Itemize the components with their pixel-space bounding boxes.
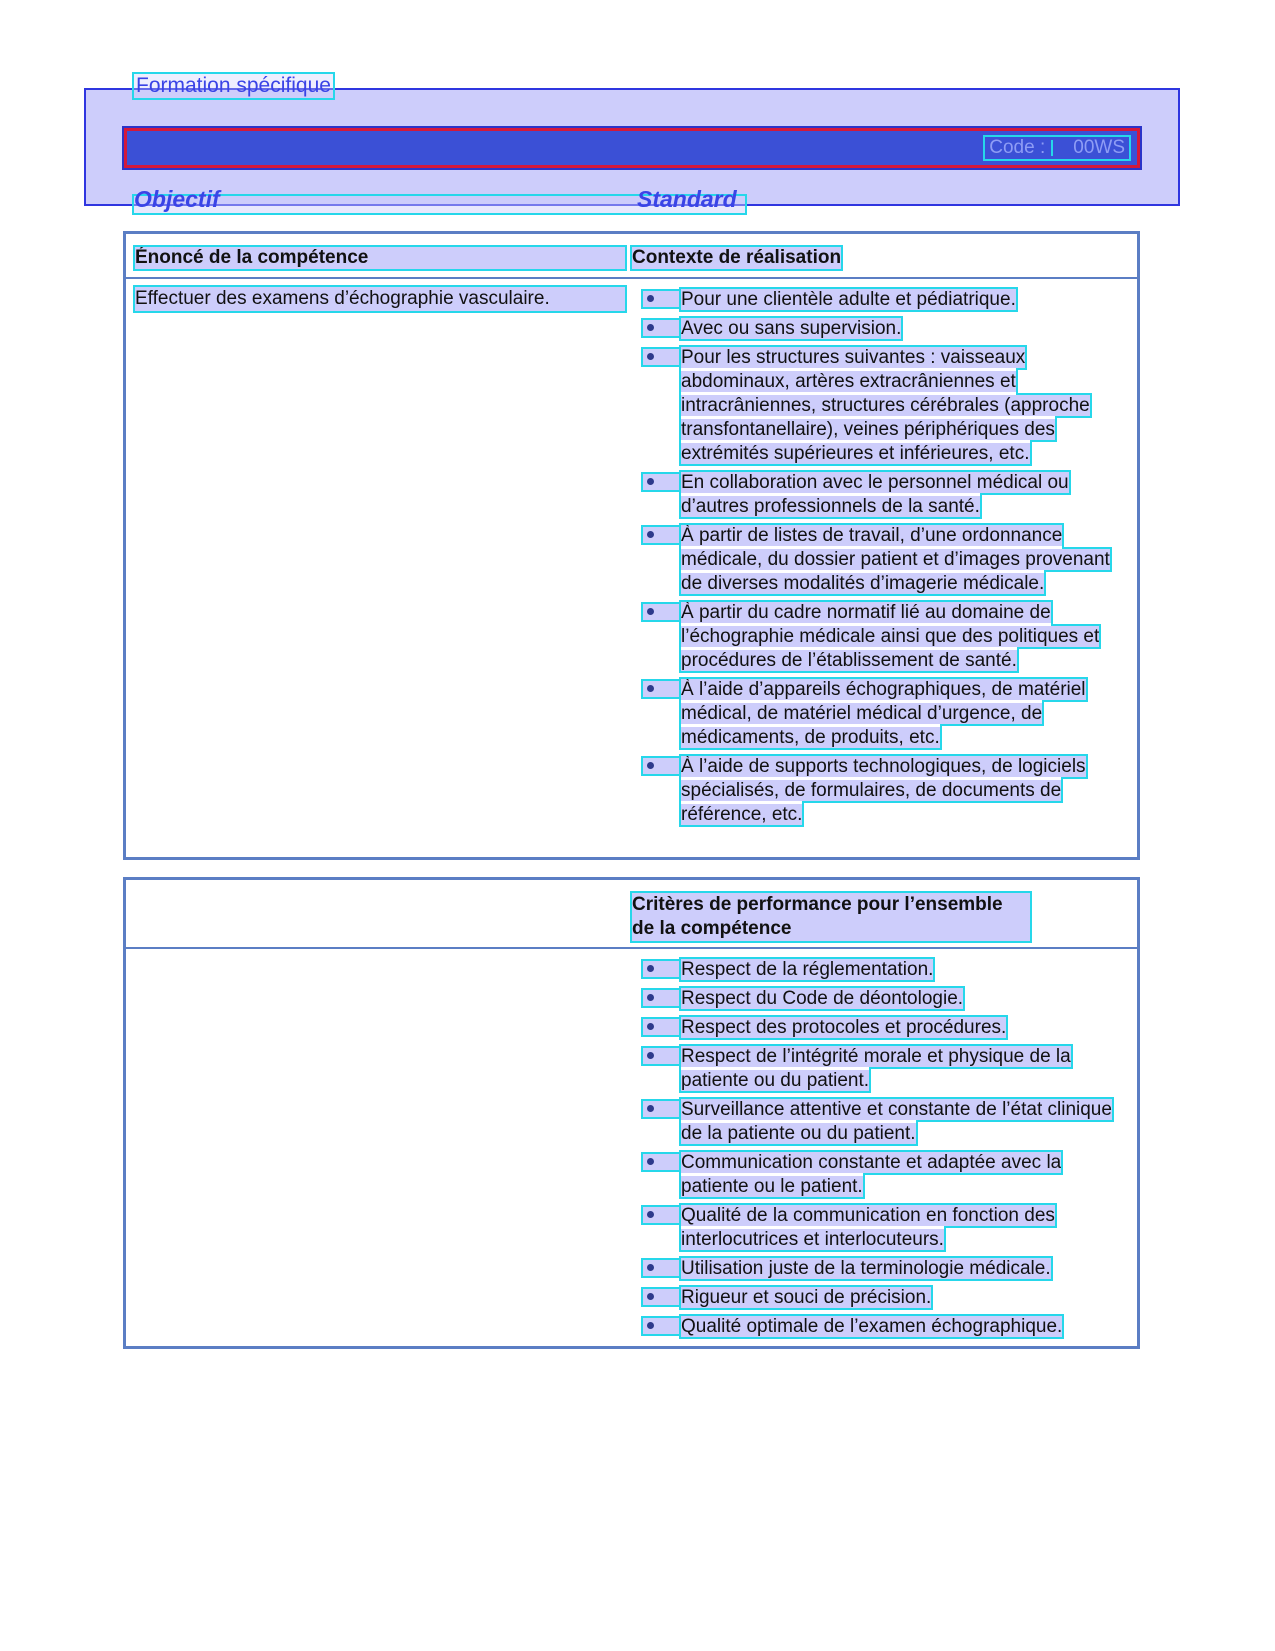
- code-bar: [124, 128, 1140, 168]
- bullet-icon: [643, 291, 679, 307]
- criteria-column-header: Critères de performance pour l’ensemble de la compétence: [632, 893, 1030, 941]
- statement-column-header: Énoncé de la compétence: [135, 247, 625, 269]
- standard-heading: Standard: [637, 186, 737, 212]
- criteria-list: [643, 958, 1117, 1344]
- criteria-item: Qualité optimale de l’examen échographique.: [643, 1315, 1117, 1339]
- bullet-icon: [643, 1019, 679, 1035]
- bullet-icon: [643, 681, 679, 697]
- bullet-icon: [643, 990, 679, 1006]
- code-prefix: Code :: [989, 137, 1046, 158]
- context-item: Avec ou sans supervision.: [643, 317, 1117, 341]
- bullet-icon: [643, 320, 679, 336]
- context-item: À partir du cadre normatif lié au domaine de l’échographie médicale ainsi que des politiques et procédures de l’établissement de santé.: [643, 601, 1117, 673]
- competence-table: [123, 231, 1140, 860]
- context-item: À l’aide d’appareils échographiques, de matériel médical, de matériel médical d’urgence, de médicaments, de produits, etc.: [643, 678, 1117, 750]
- criteria-item: Respect des protocoles et procédures.: [643, 1016, 1117, 1040]
- bullet-icon: [643, 1318, 679, 1334]
- criteria-item: Utilisation juste de la terminologie médicale.: [643, 1257, 1117, 1281]
- header-divider: [126, 277, 1137, 279]
- header-divider: [126, 947, 1137, 949]
- section-title: Formation spécifique: [136, 74, 331, 97]
- objective-heading: Objectif: [134, 186, 220, 212]
- criteria-table: [123, 877, 1140, 1349]
- bullet-icon: [643, 1101, 679, 1117]
- program-code: [985, 137, 1129, 159]
- bullet-icon: [643, 758, 679, 774]
- context-item: À l’aide de supports technologiques, de logiciels spécialisés, de formulaires, de documents de référence, etc.: [643, 755, 1117, 827]
- criteria-item: Respect de l’intégrité morale et physique de la patiente ou du patient.: [643, 1045, 1117, 1093]
- bullet-icon: [643, 961, 679, 977]
- context-item: Pour les structures suivantes : vaisseaux abdominaux, artères extracrâniennes et intracrâniennes, structures cérébrales (approche transfontanellaire), veines périphériques des extrémités supérieures et inférieures, etc.: [643, 346, 1117, 466]
- competence-statement: Effectuer des examens d’échographie vasculaire.: [135, 287, 625, 311]
- bullet-icon: [643, 1048, 679, 1064]
- header-panel: [84, 88, 1180, 206]
- bullet-icon: [643, 1207, 679, 1223]
- bullet-icon: [643, 527, 679, 543]
- context-item: En collaboration avec le personnel médical ou d’autres professionnels de la santé.: [643, 471, 1117, 519]
- bullet-icon: [643, 1289, 679, 1305]
- bullet-icon: [643, 349, 679, 365]
- context-column-header: Contexte de réalisation: [632, 247, 842, 268]
- code-value: 00WS: [1073, 137, 1125, 158]
- criteria-item: Surveillance attentive et constante de l’état clinique de la patiente ou du patient.: [643, 1098, 1117, 1146]
- criteria-item: Communication constante et adaptée avec la patiente ou le patient.: [643, 1151, 1117, 1199]
- criteria-item: Qualité de la communication en fonction des interlocutrices et interlocuteurs.: [643, 1204, 1117, 1252]
- bullet-icon: [643, 1260, 679, 1276]
- criteria-item: Respect de la réglementation.: [643, 958, 1117, 982]
- criteria-item: Rigueur et souci de précision.: [643, 1286, 1117, 1310]
- context-list: [643, 288, 1117, 832]
- criteria-item: Respect du Code de déontologie.: [643, 987, 1117, 1011]
- bullet-icon: [643, 604, 679, 620]
- bullet-icon: [643, 474, 679, 490]
- context-item: Pour une clientèle adulte et pédiatrique.: [643, 288, 1117, 312]
- context-item: À partir de listes de travail, d’une ordonnance médicale, du dossier patient et d’images provenant de diverses modalités d’imagerie médicale.: [643, 524, 1117, 596]
- code-separator: [1051, 140, 1067, 156]
- bullet-icon: [643, 1154, 679, 1170]
